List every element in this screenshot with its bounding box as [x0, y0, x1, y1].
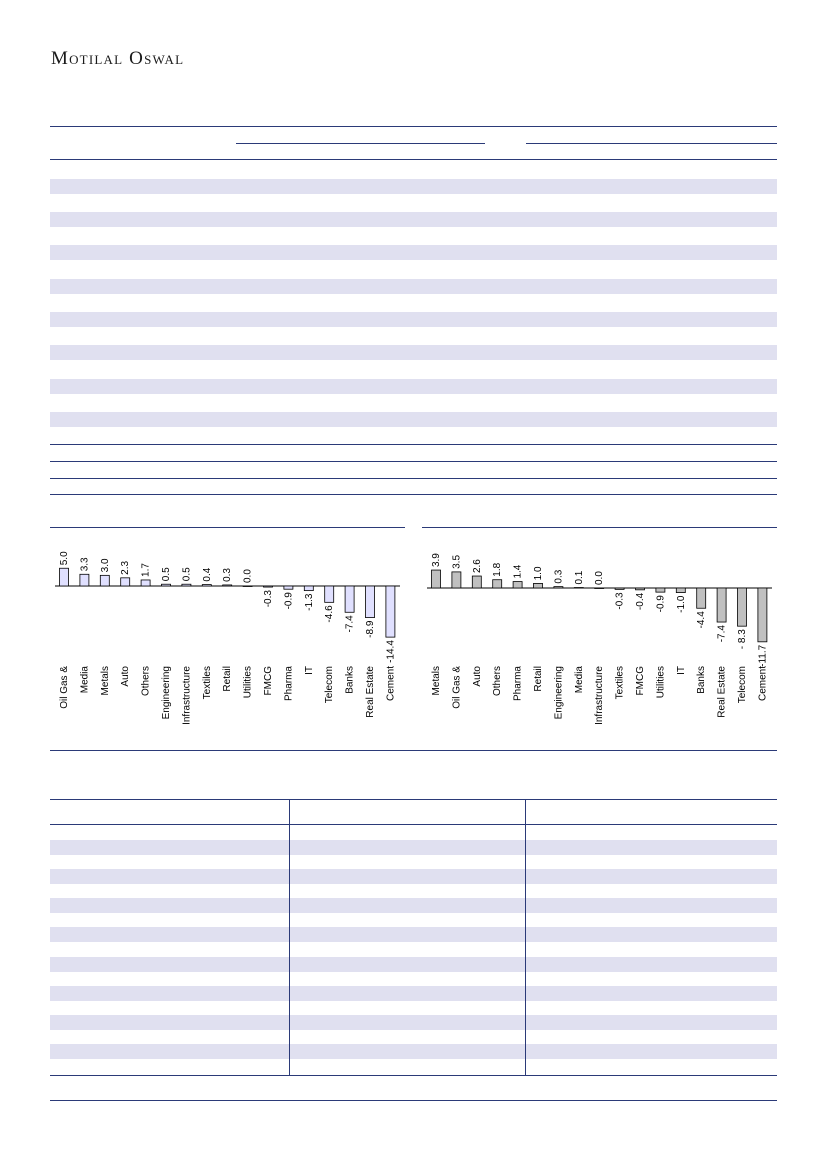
data-label: 0.3	[222, 568, 234, 582]
bar	[202, 585, 211, 586]
category-label: Real Estate	[365, 666, 376, 718]
category-label: Media	[573, 666, 585, 694]
table-row	[50, 927, 777, 942]
data-label: -7.4	[344, 615, 356, 633]
table-row	[50, 898, 777, 913]
bar	[636, 588, 645, 590]
bar	[697, 588, 706, 608]
category-label: Oil Gas &	[451, 666, 463, 709]
category-label: Banks	[696, 666, 708, 694]
data-label: 5.0	[59, 551, 70, 566]
data-label: 0.4	[201, 567, 213, 582]
category-label: Telecom	[737, 666, 748, 704]
table-row	[50, 1015, 777, 1030]
category-label: Media	[79, 666, 91, 694]
data-label: - 8.3	[737, 629, 748, 650]
bottom-table-rule	[50, 1075, 777, 1076]
sector-bar-chart-right	[422, 540, 777, 740]
category-label: Retail	[533, 666, 544, 692]
chart-left-top-rule	[50, 527, 405, 528]
data-label: -7.4	[716, 625, 728, 643]
bar	[595, 588, 604, 589]
table-row	[50, 345, 777, 360]
data-label: 3.0	[99, 558, 111, 573]
bar	[615, 588, 624, 589]
category-label: Textiles	[614, 666, 626, 700]
data-label: 0.3	[553, 569, 565, 584]
data-label: -14.4	[385, 640, 397, 663]
data-label: -0.3	[614, 592, 626, 610]
bar	[758, 588, 767, 642]
table-row	[50, 412, 777, 427]
category-label: Pharma	[512, 666, 524, 702]
table-row	[50, 379, 777, 394]
table-row	[50, 840, 777, 855]
category-label: Metals	[99, 666, 111, 696]
bottom-table-top-rule	[50, 799, 777, 800]
bar	[554, 587, 563, 588]
bar	[574, 588, 583, 589]
bar	[284, 586, 293, 589]
data-label: 1.7	[140, 563, 152, 577]
category-label: Others	[140, 666, 152, 697]
data-label: -11.7	[757, 644, 769, 667]
bar	[121, 578, 130, 586]
bar	[182, 584, 191, 586]
data-label: -0.9	[655, 595, 667, 613]
bar	[452, 572, 461, 588]
data-label: 0.0	[594, 571, 606, 585]
chart-bottom-rule	[50, 750, 777, 751]
category-label: Banks	[344, 666, 356, 694]
bar	[162, 584, 171, 586]
chart-right-top-rule	[422, 527, 777, 528]
bar	[717, 588, 726, 622]
data-label: 3.5	[451, 554, 463, 569]
data-label: -1.0	[675, 595, 687, 613]
bar	[141, 580, 150, 586]
bar	[80, 574, 89, 586]
table-row	[50, 245, 777, 260]
bar	[264, 586, 273, 587]
table-row	[50, 179, 777, 194]
column-divider	[289, 799, 290, 1075]
table-row	[50, 1044, 777, 1059]
data-label: 1.4	[512, 564, 524, 579]
column-group-rule-right	[526, 143, 777, 144]
table-bottom-rule	[50, 494, 777, 495]
bar	[472, 576, 481, 588]
category-label: Cement	[385, 666, 397, 702]
category-label: Retail	[222, 666, 234, 692]
column-group-rule-left	[236, 143, 485, 144]
data-label: -0.3	[263, 590, 274, 608]
data-label: 3.3	[79, 557, 91, 572]
category-label: Textiles	[201, 666, 213, 700]
category-label: FMCG	[263, 666, 274, 696]
category-label: Others	[492, 666, 504, 697]
data-label: 0.1	[573, 570, 585, 585]
data-label: 0.5	[161, 567, 172, 582]
category-label: Auto	[120, 666, 132, 687]
category-label: FMCG	[635, 666, 646, 696]
category-label: Infrastructure	[594, 666, 606, 725]
data-label: 2.6	[471, 559, 483, 574]
table-row	[50, 986, 777, 1001]
category-label: Pharma	[283, 666, 295, 702]
data-label: -4.4	[696, 611, 708, 629]
category-label: Utilities	[242, 666, 254, 699]
bar	[656, 588, 665, 592]
bar	[738, 588, 747, 626]
data-label: -0.9	[283, 592, 295, 610]
category-label: Cement	[757, 666, 769, 702]
category-label: Auto	[471, 666, 483, 687]
category-label: Infrastructure	[181, 666, 193, 725]
bar	[513, 582, 522, 588]
table-rule	[50, 478, 777, 479]
bottom-table-bottom-rule	[50, 1100, 777, 1101]
bar	[243, 586, 252, 587]
bar	[60, 568, 69, 586]
bar	[386, 586, 395, 637]
table-rule	[50, 461, 777, 462]
table-row	[50, 869, 777, 884]
table-row	[50, 312, 777, 327]
data-label: -4.6	[324, 605, 336, 623]
column-divider	[525, 799, 526, 1075]
bar	[304, 586, 313, 591]
category-label: Utilities	[655, 666, 667, 699]
bar	[432, 570, 441, 588]
category-label: Telecom	[324, 666, 336, 704]
bar	[325, 586, 334, 602]
bar	[676, 588, 685, 593]
table-row	[50, 279, 777, 294]
data-label: 3.9	[431, 553, 442, 568]
table-top-rule	[50, 126, 777, 127]
data-label: 1.8	[492, 562, 504, 577]
bar	[223, 585, 232, 586]
data-label: -0.4	[635, 592, 646, 611]
category-label: Oil Gas &	[59, 666, 70, 709]
category-label: Engineering	[161, 666, 172, 720]
bottom-table-header-rule	[50, 824, 777, 825]
sector-bar-chart-left	[50, 540, 405, 740]
data-label: 0.0	[242, 569, 254, 583]
table-rule	[50, 444, 777, 445]
category-label: Real Estate	[716, 666, 728, 718]
bar	[366, 586, 375, 618]
table-row	[50, 957, 777, 972]
data-label: 1.0	[533, 566, 544, 581]
category-label: Metals	[431, 666, 442, 696]
category-label: Engineering	[553, 666, 565, 720]
bar	[534, 583, 543, 588]
brand-logo: Motilal Oswal	[51, 48, 185, 69]
bar	[100, 575, 109, 586]
data-label: 0.5	[181, 567, 193, 582]
bar	[345, 586, 354, 612]
table-row	[50, 212, 777, 227]
bar	[493, 580, 502, 588]
category-label: IT	[303, 666, 315, 675]
table-header-rule	[50, 159, 777, 160]
data-label: 2.3	[120, 560, 132, 575]
data-label: -1.3	[303, 593, 315, 611]
data-label: -8.9	[365, 620, 376, 638]
category-label: IT	[675, 666, 687, 675]
